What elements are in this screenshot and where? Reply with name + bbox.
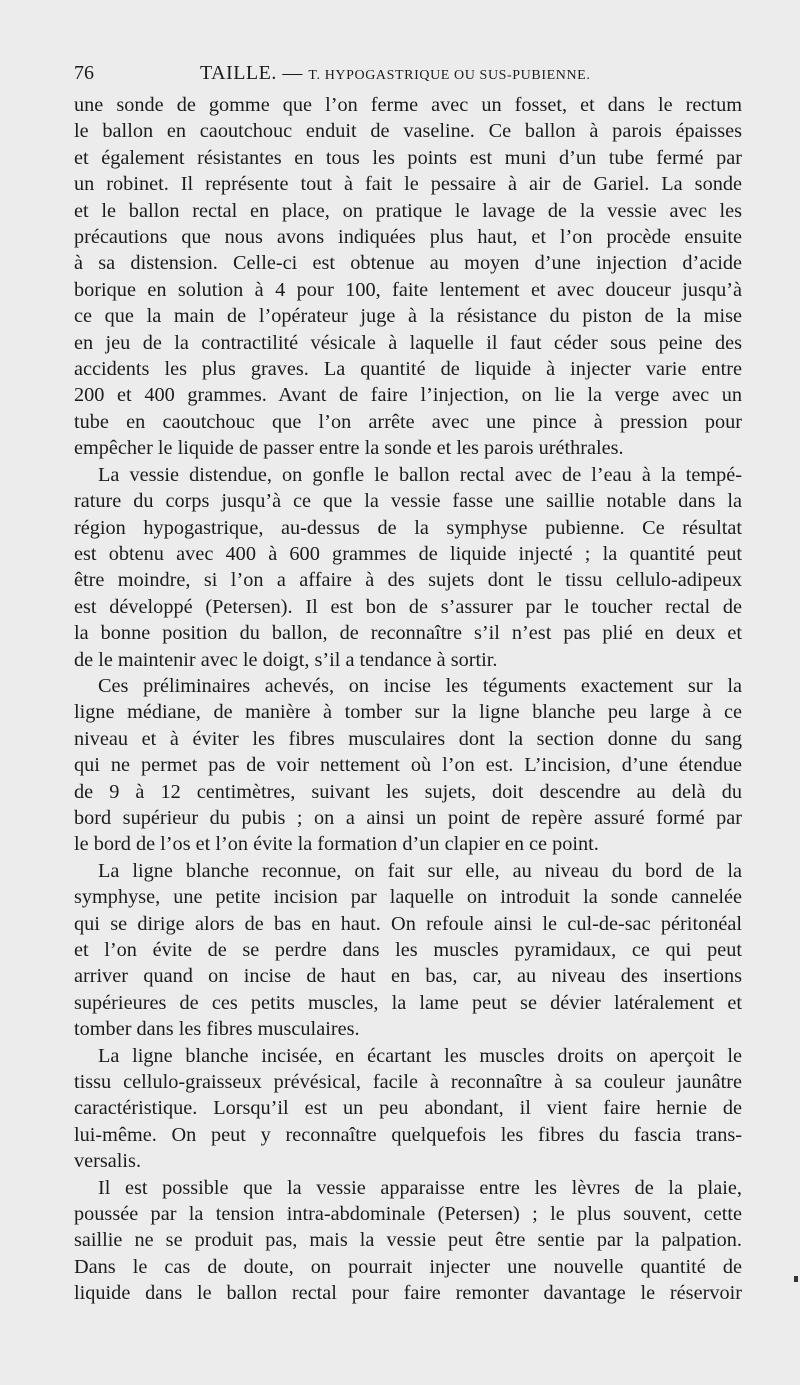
body-text <box>74 92 742 1307</box>
paragraph-5 <box>74 1043 742 1175</box>
text-line: région hypogastrique, au-dessus de la symphyse pubienne. Ce résultat <box>74 516 742 539</box>
running-title <box>200 58 590 91</box>
text-line: être moindre, si l’on a affaire à des sujets dont le tissu cellulo-adipeux <box>74 569 742 592</box>
text-line: 200 et 400 grammes. Avant de faire l’injection, on lie la verge avec un <box>74 384 742 407</box>
paragraph-4 <box>74 858 742 1043</box>
text-line: La ligne blanche reconnue, on fait sur elle, au niveau du bord de la <box>98 859 742 882</box>
text-line: un robinet. Il représente tout à fait le pessaire à air de Gariel. La sonde <box>74 173 742 196</box>
text-line: niveau et à éviter les fibres musculaires dont la section donne du sang <box>74 727 742 750</box>
text-line: empêcher le liquide de passer entre la sonde et les parois uréthrales. <box>74 437 624 460</box>
text-line: en jeu de la contractilité vésicale à laquelle il faut céder sous peine des <box>74 331 742 354</box>
text-line: supérieures de ces petits muscles, la lame peut se dévier latéralement et <box>74 991 742 1014</box>
text-line: est obtenu avec 400 à 600 grammes de liquide injecté ; la quantité peut <box>74 542 742 565</box>
text-line: tissu cellulo-graisseux prévésical, facile à reconnaître à sa couleur jaunâtre <box>74 1071 742 1094</box>
text-line: accidents les plus graves. La quantité de liquide à injecter varie entre <box>74 358 742 381</box>
text-line: de 9 à 12 centimètres, suivant les sujets, doit descendre au delà du <box>74 780 742 803</box>
text-line: versalis. <box>74 1150 142 1173</box>
text-line: tube en caoutchouc que l’on arrête avec une pince à pression pour <box>74 410 742 433</box>
text-line: lui-même. On peut y reconnaître quelquefois les fibres du fascia trans- <box>74 1123 742 1146</box>
text-line: la bonne position du ballon, de reconnaître s’il n’est pas plié en deux et <box>74 622 742 645</box>
text-line: borique en solution à 4 pour 100, faite lentement et avec douceur jusqu’à <box>74 278 742 301</box>
text-line: et le ballon rectal en place, on pratique le lavage de la vessie avec les <box>74 199 742 222</box>
running-title-subtitle: T. HYPOGASTRIQUE OU SUS-PUBIENNE. <box>308 68 591 83</box>
text-line: précautions que nous avons indiquées plus haut, et l’on procède ensuite <box>74 226 742 249</box>
text-line: La ligne blanche incisée, en écartant les muscles droits on aperçoit le <box>98 1044 742 1067</box>
text-line: ligne médiane, de manière à tomber sur la ligne blanche peu large à ce <box>74 701 742 724</box>
text-line: symphyse, une petite incision par laquelle on introduit la sonde cannelée <box>74 886 742 909</box>
text-line: qui ne permet pas de voir nettement où l’on est. L’incision, d’une étendue <box>74 754 742 777</box>
paragraph-2 <box>74 462 742 673</box>
text-line: Ces préliminaires achevés, on incise les téguments exactement sur la <box>98 674 742 697</box>
text-line: rature du corps jusqu’à ce que la vessie fasse une saillie notable dans la <box>74 490 742 513</box>
text-line: est développé (Petersen). Il est bon de s’assurer par le toucher rectal de <box>74 595 742 618</box>
text-line: poussée par la tension intra-abdominale (Petersen) ; le plus souvent, cette <box>74 1203 742 1226</box>
text-line: Il est possible que la vessie apparaisse entre les lèvres de la plaie, <box>98 1176 742 1199</box>
text-line: arriver quand on incise de haut en bas, car, au niveau des insertions <box>74 965 742 988</box>
text-line: Dans le cas de doute, on pourrait injecter une nouvelle quantité de <box>74 1255 742 1278</box>
text-line: caractéristique. Lorsqu’il est un peu abondant, il vient faire hernie de <box>74 1097 742 1120</box>
text-line: La vessie distendue, on gonfle le ballon rectal avec de l’eau à la tempé- <box>98 463 742 486</box>
text-line: le bord de l’os et l’on évite la formation d’un clapier en ce point. <box>74 833 599 856</box>
text-line: tomber dans les fibres musculaires. <box>74 1018 360 1041</box>
text-line: ce que la main de l’opérateur juge à la résistance du piston de la mise <box>74 305 742 328</box>
text-line: et également résistantes en tous les points est muni d’un tube fermé par <box>74 146 742 169</box>
scan-edge-mark <box>794 1276 798 1282</box>
paragraph-6 <box>74 1175 742 1307</box>
text-line: et l’on évite de se perdre dans les muscles pyramidaux, ce qui peut <box>74 939 742 961</box>
paragraph-3 <box>74 673 742 858</box>
text-line: bord supérieur du pubis ; on a ainsi un point de repère assuré formé par <box>74 806 742 829</box>
paragraph-1 <box>74 92 742 462</box>
text-line: à sa distension. Celle-ci est obtenue au moyen d’une injection d’acide <box>74 252 742 275</box>
running-header <box>74 58 742 88</box>
text-line: le ballon en caoutchouc enduit de vaseline. Ce ballon à parois épaisses <box>74 120 742 143</box>
page-number: 76 <box>74 62 94 84</box>
text-line: saillie ne se produit pas, mais la vessie peut être sentie par la palpation. <box>74 1229 742 1252</box>
text-line: de le maintenir avec le doigt, s’il a tendance à sortir. <box>74 648 498 671</box>
text-line: liquide dans le ballon rectal pour faire remonter davantage le réservoir <box>74 1282 742 1305</box>
text-line: une sonde de gomme que l’on ferme avec un fosset, et dans le rectum <box>74 94 742 116</box>
text-line: qui se dirige alors de bas en haut. On refoule ainsi le cul-de-sac péritonéal <box>74 912 742 935</box>
running-title-main: TAILLE. — <box>200 62 303 84</box>
